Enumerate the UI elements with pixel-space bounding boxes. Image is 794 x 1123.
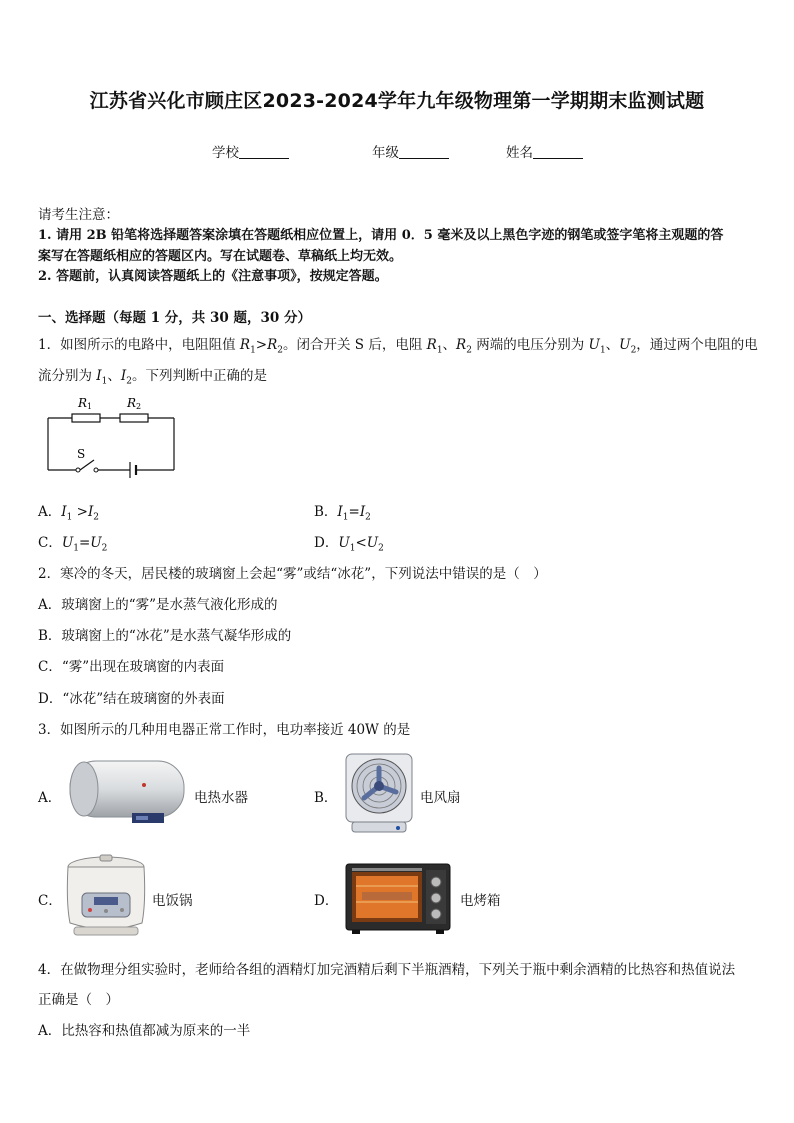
q1-text-f: 。下列判断中正确的是 (131, 368, 267, 384)
section-heading: 一、选择题（每题 1 分，共 30 题，30 分） (38, 310, 311, 326)
q1-line2: 流分别为 $I_1$、$I_2$。下列判断中正确的是 (38, 368, 267, 387)
q4-option-a[interactable]: A．比热容和热值都减为原来的一半 (38, 1023, 251, 1039)
q2-option-c[interactable]: C．“雾”出现在玻璃窗的内表面 (38, 659, 225, 675)
q1-text-c: 两端的电压分别为 (471, 337, 589, 353)
q3-option-c-prefix[interactable]: C． (38, 893, 62, 909)
notice-heading: 请考生注意： (38, 207, 119, 223)
resistor-r1 (72, 414, 100, 422)
q1-option-a[interactable]: A．$I_1 >I_2$ (38, 504, 100, 523)
q3-option-d-label[interactable]: 电烤箱 (460, 893, 501, 909)
switch-s (80, 460, 94, 470)
q3-option-b-prefix[interactable]: B． (314, 790, 338, 806)
notice-item2: 2. 答题前，认真阅读答题纸上的《注意事项》，按规定答题。 (38, 269, 388, 284)
name-field (506, 141, 583, 161)
r1-label: R1 (78, 396, 93, 411)
q2-option-d[interactable]: D．“冰花”结在玻璃窗的外表面 (38, 691, 225, 707)
electric-oven-icon (344, 862, 452, 936)
school-blank (239, 144, 289, 159)
q1-option-d[interactable]: D．$U_1<U_2$ (314, 535, 384, 554)
switch-label: S (77, 447, 86, 461)
electric-fan-icon (340, 750, 418, 836)
q3-option-a-prefix[interactable]: A． (38, 790, 62, 806)
q1-text-a: 1．如图所示的电路中，电阻阻值 (38, 337, 240, 353)
grade-field (372, 141, 449, 161)
name-label: 姓名 (506, 145, 533, 161)
q3-option-b-label[interactable]: 电风扇 (420, 790, 461, 806)
school-label: 学校 (212, 145, 239, 161)
q4-line2: 正确是（ ） (38, 992, 119, 1008)
circuit-diagram (40, 390, 185, 485)
notice-item1-line1: 1. 请用 2B 铅笔将选择题答案涂填在答题纸相应位置上，请用 0．5 毫米及以上黑色字迹的钢笔或签字笔将主观题的答 (38, 228, 724, 243)
q1-text-d: ，通过两个电阻的电 (636, 337, 758, 353)
grade-label: 年级 (372, 145, 399, 161)
q1-line1: 1．如图所示的电路中，电阻阻值 $R_1>R_2$。闭合开关 S 后，电阻 $R_1$、$R_2$ 两端的电压分别为 $U_1$、$U_2$，通过两个电阻的电 (38, 337, 758, 356)
q3-stem: 3．如图所示的几种用电器正常工作时，电功率接近 40W 的是 (38, 722, 411, 738)
r2-label: R2 (127, 396, 142, 411)
school-field (212, 141, 289, 161)
q3-option-a-label[interactable]: 电热水器 (194, 790, 248, 806)
q3-option-d-prefix[interactable]: D． (314, 893, 339, 909)
q1-text-e: 流分别为 (38, 368, 97, 384)
exam-title: 江苏省兴化市顾庄区2023-2024学年九年级物理第一学期期末监测试题 (89, 90, 705, 112)
rice-cooker-icon (60, 853, 152, 939)
q2-option-b[interactable]: B．玻璃窗上的“冰花”是水蒸气凝华形成的 (38, 628, 292, 644)
resistor-r2 (120, 414, 148, 422)
q1-text-b: 。闭合开关 S 后，电阻 (283, 337, 427, 353)
q2-option-a[interactable]: A．玻璃窗上的“雾”是水蒸气液化形成的 (38, 597, 278, 613)
q4-line1: 4．在做物理分组实验时，老师给各组的酒精灯加完酒精后剩下半瓶酒精，下列关于瓶中剩余酒精的比热容和热值说法 (38, 962, 736, 978)
notice-item1-line2: 案写在答题纸相应的答题区内。写在试题卷、草稿纸上均无效。 (38, 249, 403, 264)
q1-option-c[interactable]: C．$U_1=U_2$ (38, 535, 108, 554)
grade-blank (399, 144, 449, 159)
name-blank (533, 144, 583, 159)
q3-option-c-label[interactable]: 电饭锅 (152, 893, 193, 909)
water-heater-icon (62, 755, 192, 829)
q2-stem: 2．寒冷的冬天，居民楼的玻璃窗上会起“雾”或结“冰花”，下列说法中错误的是（ ） (38, 566, 547, 582)
q1-option-b[interactable]: B．$I_1=I_2$ (314, 504, 371, 523)
